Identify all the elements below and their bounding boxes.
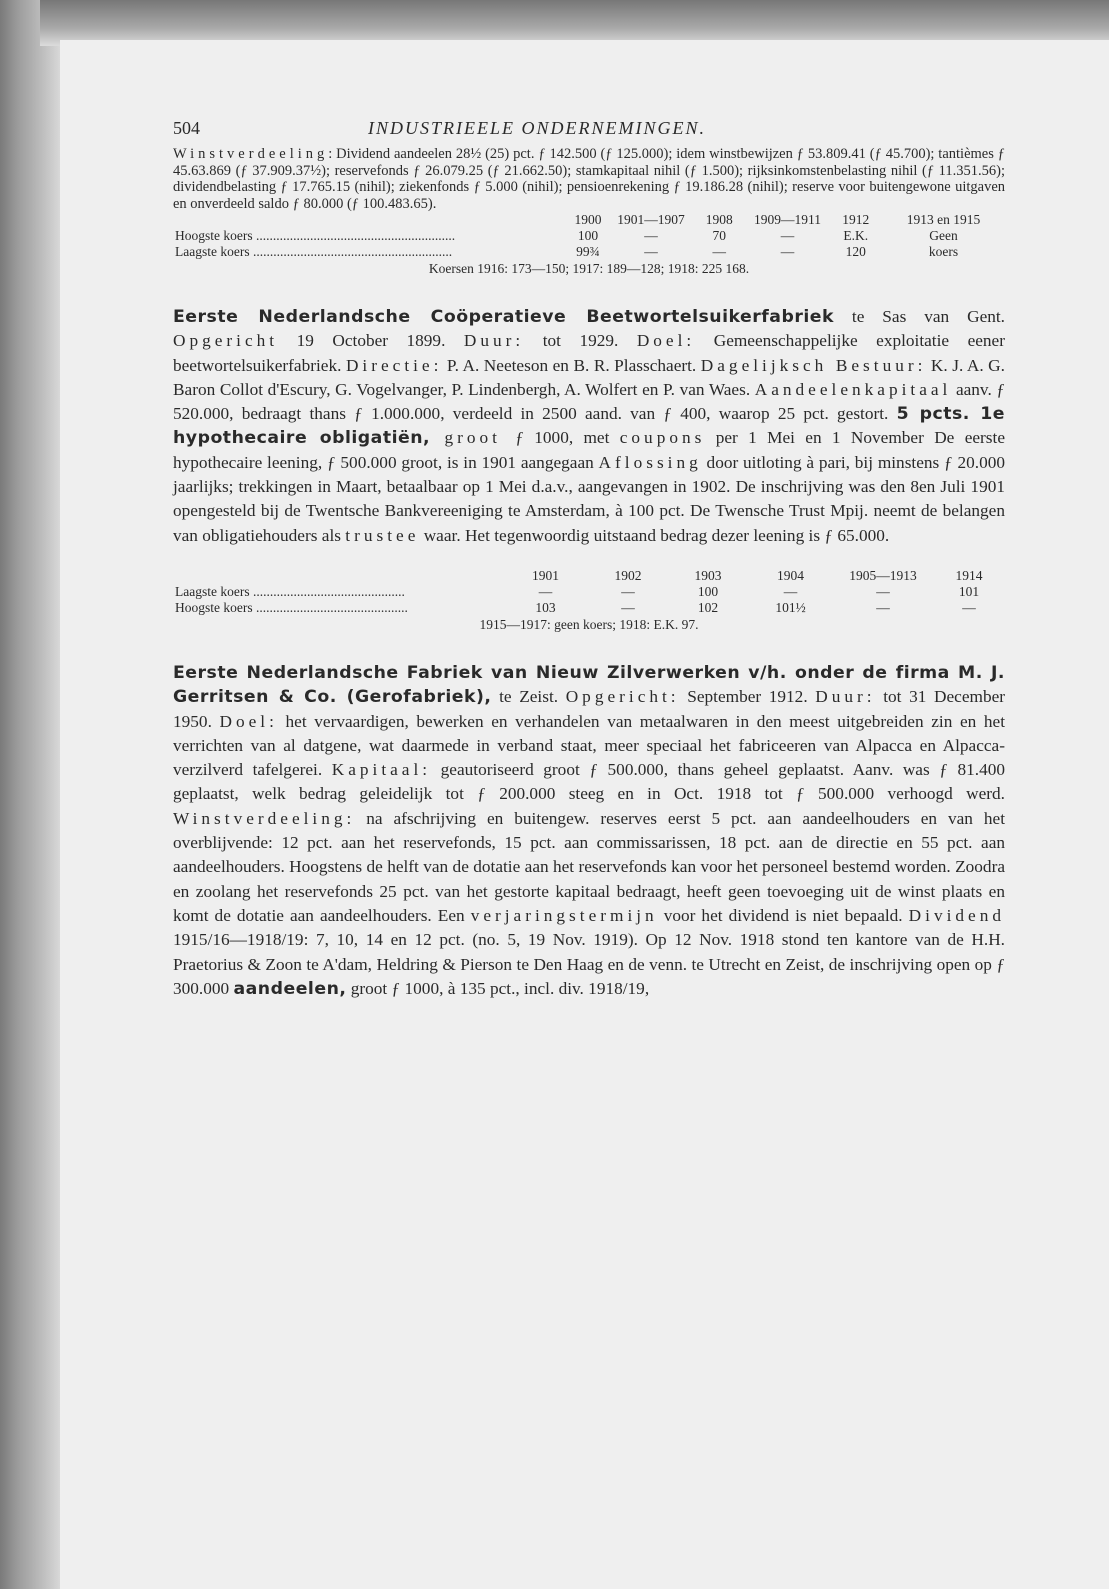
keyword-opgericht: Opgericht: [173, 331, 279, 351]
year-header: 1901: [532, 567, 559, 583]
table-cell: 101: [958, 583, 980, 599]
table-header-row: [173, 568, 1005, 584]
koersen-note-2: 1915—1917: geen koers; 1918: E.K. 97.: [479, 616, 699, 632]
row-label: Hoogste koers ...........................................................: [175, 228, 456, 243]
year-header: 1903: [694, 567, 722, 583]
keyword-directie: Directie:: [345, 355, 443, 375]
table-cell: E.K.: [843, 228, 869, 243]
keyword-opgericht: Opgericht:: [565, 687, 680, 707]
keyword-duur: Duur:: [815, 687, 876, 707]
row-label: Laagste koers .............................................: [175, 583, 405, 599]
table-cell: 100: [577, 228, 599, 243]
table-cell: —: [644, 228, 658, 243]
koersen-table-2: [173, 568, 1005, 616]
keyword-dagelijksch-bestuur: Dagelijksch Bestuur:: [700, 355, 927, 375]
table-row: [173, 600, 1005, 616]
table-cell: 99¾: [576, 244, 600, 259]
page-number: 504: [173, 118, 200, 138]
page-header: [173, 118, 1005, 146]
keyword-aandeelenkapitaal: Aandeelenkapitaal: [754, 379, 952, 399]
keyword-obligatien: 5 pcts. 1e hypothecaire obligatiën,: [173, 404, 1005, 449]
year-header: 1908: [705, 212, 733, 227]
keyword-dividend: Dividend: [908, 905, 1005, 925]
table-cell: —: [712, 244, 726, 259]
year-header: 1904: [777, 567, 804, 583]
year-header: 1900: [574, 212, 602, 227]
table-row: [173, 228, 1005, 244]
keyword-duur: Duur:: [463, 331, 525, 351]
year-header: 1902: [614, 567, 642, 583]
row-label: Hoogste koers .............................................: [175, 599, 408, 615]
table-cell: —: [621, 583, 635, 599]
keyword-kapitaal: Kapitaal:: [331, 760, 432, 780]
table-cell: —: [780, 244, 795, 259]
year-header: 1909—1911: [754, 212, 822, 227]
table-cell: —: [644, 244, 658, 259]
entry-beetwortelsuikerfabriek: Eerste Nederlandsche Coöperatieve Beetwortelsuikerfabriek te Sas van Gent. Opgericht 19 October 1899. Duur: tot 1929. Doel: Gemeenschappelijke exploitatie eener beetwortelsuikerfabriek. Directie: P. A. Neeteson en B. R. Plasschaert. Dagelijksch Bestuur: K. J. A. G. Baron Collot d'Escury, G. Vogelvanger, P. Lindenbergh, A. Wolfert en P. van Waes. Aandeelenkapitaal aanv. ƒ 520.000, bedraagt thans ƒ 1.000.000, verdeeld in 2500 aand. van ƒ 400, waarop 25 pct. gestort. 5 pcts. 1e hypothecaire obligatiën, groot ƒ 1000, met coupons per 1 Mei en 1 November De eerste hypothecaire leening, ƒ 500.000 groot, is in 1901 aangegaan Aflossing door uitloting à pari, bij minstens ƒ 20.000 jaarlijks; trekkingen in Maart, betaalbaar op 1 Mei d.a.v., aangevangen in 1902. De inschrijving was den 8en Juli 1901 opengesteld bij de Twentsche Bankvereeniging te Amsterdam, à 100 pct. De Twensche Trust Mpij. neemt de belangen van obligatiehouders als trustee waar. Het tegenwoordig uitstaand bedrag dezer leening is ƒ 65.000.: [173, 307, 1006, 545]
table-row: [173, 584, 1005, 600]
table-cell: —: [876, 599, 890, 615]
year-header: 1901—1907: [617, 212, 685, 227]
table-cell: —: [621, 599, 635, 615]
table-cell: 101½: [775, 599, 806, 615]
table-cell: koers: [928, 244, 959, 259]
running-title: INDUSTRIEELE ONDERNEMINGEN.: [368, 118, 706, 138]
table-cell: —: [962, 599, 976, 615]
winstverdeeling-text: : Dividend aandeelen 28½ (25) pct. ƒ 142.500 (ƒ 125.000); idem winstbewijzen ƒ 53.809.41 (ƒ 45.700); tantièmes ƒ 45.63.869 (ƒ 37.909.37½); reservefonds ƒ 26.079.25 (ƒ 21.662.50); stamkapitaal nihil (ƒ 1.500); rijksinkomstenbelasting nihil (ƒ 11.351.56); dividendbelasting ƒ 17.765.15 (nihil); ziekenfonds ƒ 5.000 (nihil); pensioenrekening ƒ 19.186.28 (nihil); reserve voor buitengewone uitgaven en onverdeeld saldo ƒ 80.000 (ƒ 100.483.65).: [173, 146, 1005, 212]
keyword-aandeelen: aandeelen,: [233, 978, 347, 999]
table-cell: —: [876, 583, 890, 599]
keyword-doel: Doel:: [219, 711, 278, 731]
keyword-groot: groot: [430, 428, 516, 448]
entry-gerofabriek: Eerste Nederlandsche Fabriek van Nieuw Zilverwerken v/h. onder de firma M. J. Gerritsen & Co. (Gerofabriek), te Zeist. Opgericht: September 1912. Duur: tot 31 December 1950. Doel: het vervaardigen, bewerken en verhandelen van metaalwaren in den meest uitgebreiden zin en het verrichten van al datgene, wat daarmede in verband staat, meer speciaal het fabriceeren van Alpacca en Alpacca-verzilverd tafelgerei. Kapitaal: geautoriseerd groot ƒ 500.000, thans geheel geplaatst. Aanv. was ƒ 81.400 geplaatst, welk bedrag geleidelijk tot ƒ 200.000 steeg en in Oct. 1918 tot ƒ 500.000 verhoogd werd. Winstverdeeling: na afschrijving en buitengew. reserves eerst 5 pct. aan aandeelhouders en van het overblijvende: 12 pct. aan het reservefonds, 15 pct. aan commissarissen, 18 pct. aan de directie en 55 pct. aan aandeelhouders. Hoogstens de helft van de dotatie aan het reservefonds kan voor het personeel bestemd worden. Zoodra en zoolang het reservefonds 25 pct. van het gestorte kapitaal bedraagt, heeft geen toevoeging uit de winst plaats en komt de dotatie aan aandeelhouders. Een verjaringstermijn voor het dividend is niet bepaald. Dividend 1915/16—1918/19: 7, 10, 14 en 12 pct. (no. 5, 19 Nov. 1919). Op 12 Nov. 1918 stond ten kantore van de H.H. Praetorius & Zoon te A'dam, Heldring & Pierson te Den Haag en de venn. te Utrecht en Zeist, de inschrijving open op ƒ 300.000 aandeelen, groot ƒ 1000, à 135 pct., incl. div. 1918/19,: [173, 662, 1006, 999]
year-header: 1913 en 1915: [906, 212, 981, 227]
table-cell: 102: [697, 599, 719, 615]
keyword-aflossing: Aflossing: [598, 452, 702, 472]
table-cell: 120: [845, 244, 866, 259]
winstverdeeling-label: Winstverdeeling: [173, 146, 329, 162]
row-label: Laagste koers ...........................................................: [175, 244, 453, 259]
keyword-coupons: coupons: [619, 428, 706, 448]
keyword-doel: Doel:: [636, 331, 696, 351]
keyword-verjaringstermijn: verjaringstermijn: [470, 905, 658, 925]
table-cell: 100: [697, 583, 719, 599]
table-cell: —: [538, 583, 553, 599]
year-header: 1905—1913: [849, 567, 917, 583]
year-header: 1912: [842, 212, 870, 227]
keyword-trustee: trustee: [345, 525, 420, 545]
table-cell: —: [780, 228, 795, 243]
koersen-note-1: Koersen 1916: 173—150; 1917: 189—128; 1918: 225 168.: [428, 261, 750, 276]
table-row: [173, 244, 1005, 260]
year-header: 1914: [955, 567, 983, 583]
company-name: Eerste Nederlandsche Fabriek van Nieuw Zilverwerken v/h. onder de firma M. J. Gerritsen & Co. (Gerofabriek),: [173, 662, 1005, 708]
book-binding-edge: [0, 0, 60, 1589]
table-header-row: [173, 212, 1005, 228]
company-name: Eerste Nederlandsche Coöperatieve Beetwortelsuikerfabriek: [173, 307, 834, 327]
keyword-winstverdeeling: Winstverdeeling:: [173, 808, 356, 828]
page-content: [173, 118, 1005, 1001]
table-cell: Geen: [929, 228, 958, 243]
koersen-table-1: [173, 212, 1005, 260]
winstverdeeling-paragraph: [173, 146, 1005, 212]
table-cell: 70: [712, 228, 726, 243]
table-cell: 103: [535, 599, 556, 615]
table-cell: —: [783, 583, 798, 599]
